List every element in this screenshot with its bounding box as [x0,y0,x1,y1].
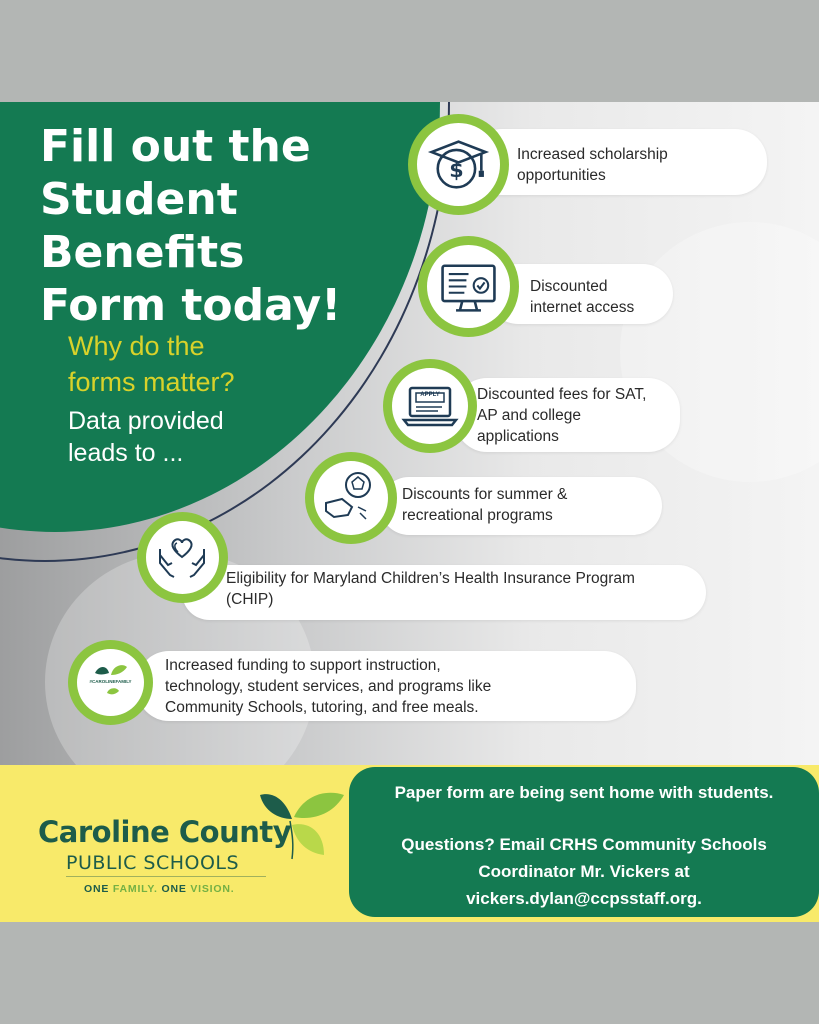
benefits-poster [0,102,819,765]
benefit-line: opportunities [517,167,606,184]
benefit-icon-ring [305,452,397,544]
benefit-icon-ring [68,640,153,725]
benefit-text [530,276,634,318]
graduation-cap-dollar-icon [417,123,500,206]
coordinator-line: Coordinator Mr. Vickers at [478,862,690,881]
benefit-icon-ring [383,359,477,453]
benefit-icon-ring [137,512,228,603]
benefit-text [165,655,491,718]
benefit-line: (CHIP) [226,591,274,608]
svg-text:$: $ [449,157,464,182]
headline-line: Form today! [40,280,342,331]
bottom-band [0,922,819,1024]
questions-line: Questions? Email CRHS Community Schools [401,835,767,854]
data-provided-line: leads to ... [68,439,184,467]
data-provided-line: Data provided [68,407,224,435]
benefit-line: applications [477,428,559,445]
benefit-line: Discounted fees for SAT, [477,386,647,403]
benefit-line: AP and college [477,407,581,424]
soccer-ball-kick-icon [314,461,388,535]
benefit-line: Increased funding to support instruction, [165,657,441,674]
question-line: Why do the [68,331,205,361]
footer-banner [0,765,819,922]
contact-info-box [349,767,819,917]
paper-form-notice: Paper form are being sent home with students. [394,783,774,802]
benefit-icon-ring [408,114,509,215]
headline-line: Fill out the [40,121,311,172]
computer-monitor-icon [427,245,510,328]
apply-laptop-icon [392,368,468,444]
hands-heart-icon [146,521,219,594]
tagline-part: FAMILY. [112,883,158,895]
logo-divider [66,876,266,877]
benefit-icon-ring [418,236,519,337]
headline [40,120,341,332]
benefit-line: Discounts for summer & [402,486,568,503]
tagline-part: ONE [157,883,191,895]
benefit-text [402,484,567,526]
benefit-text [517,144,668,186]
logo-tagline [84,883,234,895]
benefit-line: Eligibility for Maryland Children’s Health Insurance Program [226,570,635,587]
benefit-text [477,384,646,447]
benefit-line: recreational programs [402,507,553,524]
benefit-line: Community Schools, tutoring, and free meals. [165,699,479,716]
benefit-line: Discounted [530,278,608,295]
benefit-text [226,568,635,610]
headline-line: Student [40,174,238,225]
headline-line: Benefits [40,227,245,278]
data-provided-text [68,405,224,469]
why-forms-matter-question [68,328,235,400]
benefit-line: technology, student services, and programs like [165,678,492,695]
question-line: forms matter? [68,367,235,397]
tagline-part: VISION. [190,883,235,895]
public-schools-label: PUBLIC SCHOOLS [66,852,240,874]
tagline-part: ONE [84,883,113,895]
benefit-line: internet access [530,299,635,316]
district-name: Caroline County [38,815,292,849]
apply-label: APPLY [420,392,440,398]
caroline-family-label: #CAROLINEFAMILY [89,679,132,684]
contact-email[interactable]: vickers.dylan@ccpsstaff.org. [466,889,702,908]
benefit-line: Increased scholarship [517,146,668,163]
